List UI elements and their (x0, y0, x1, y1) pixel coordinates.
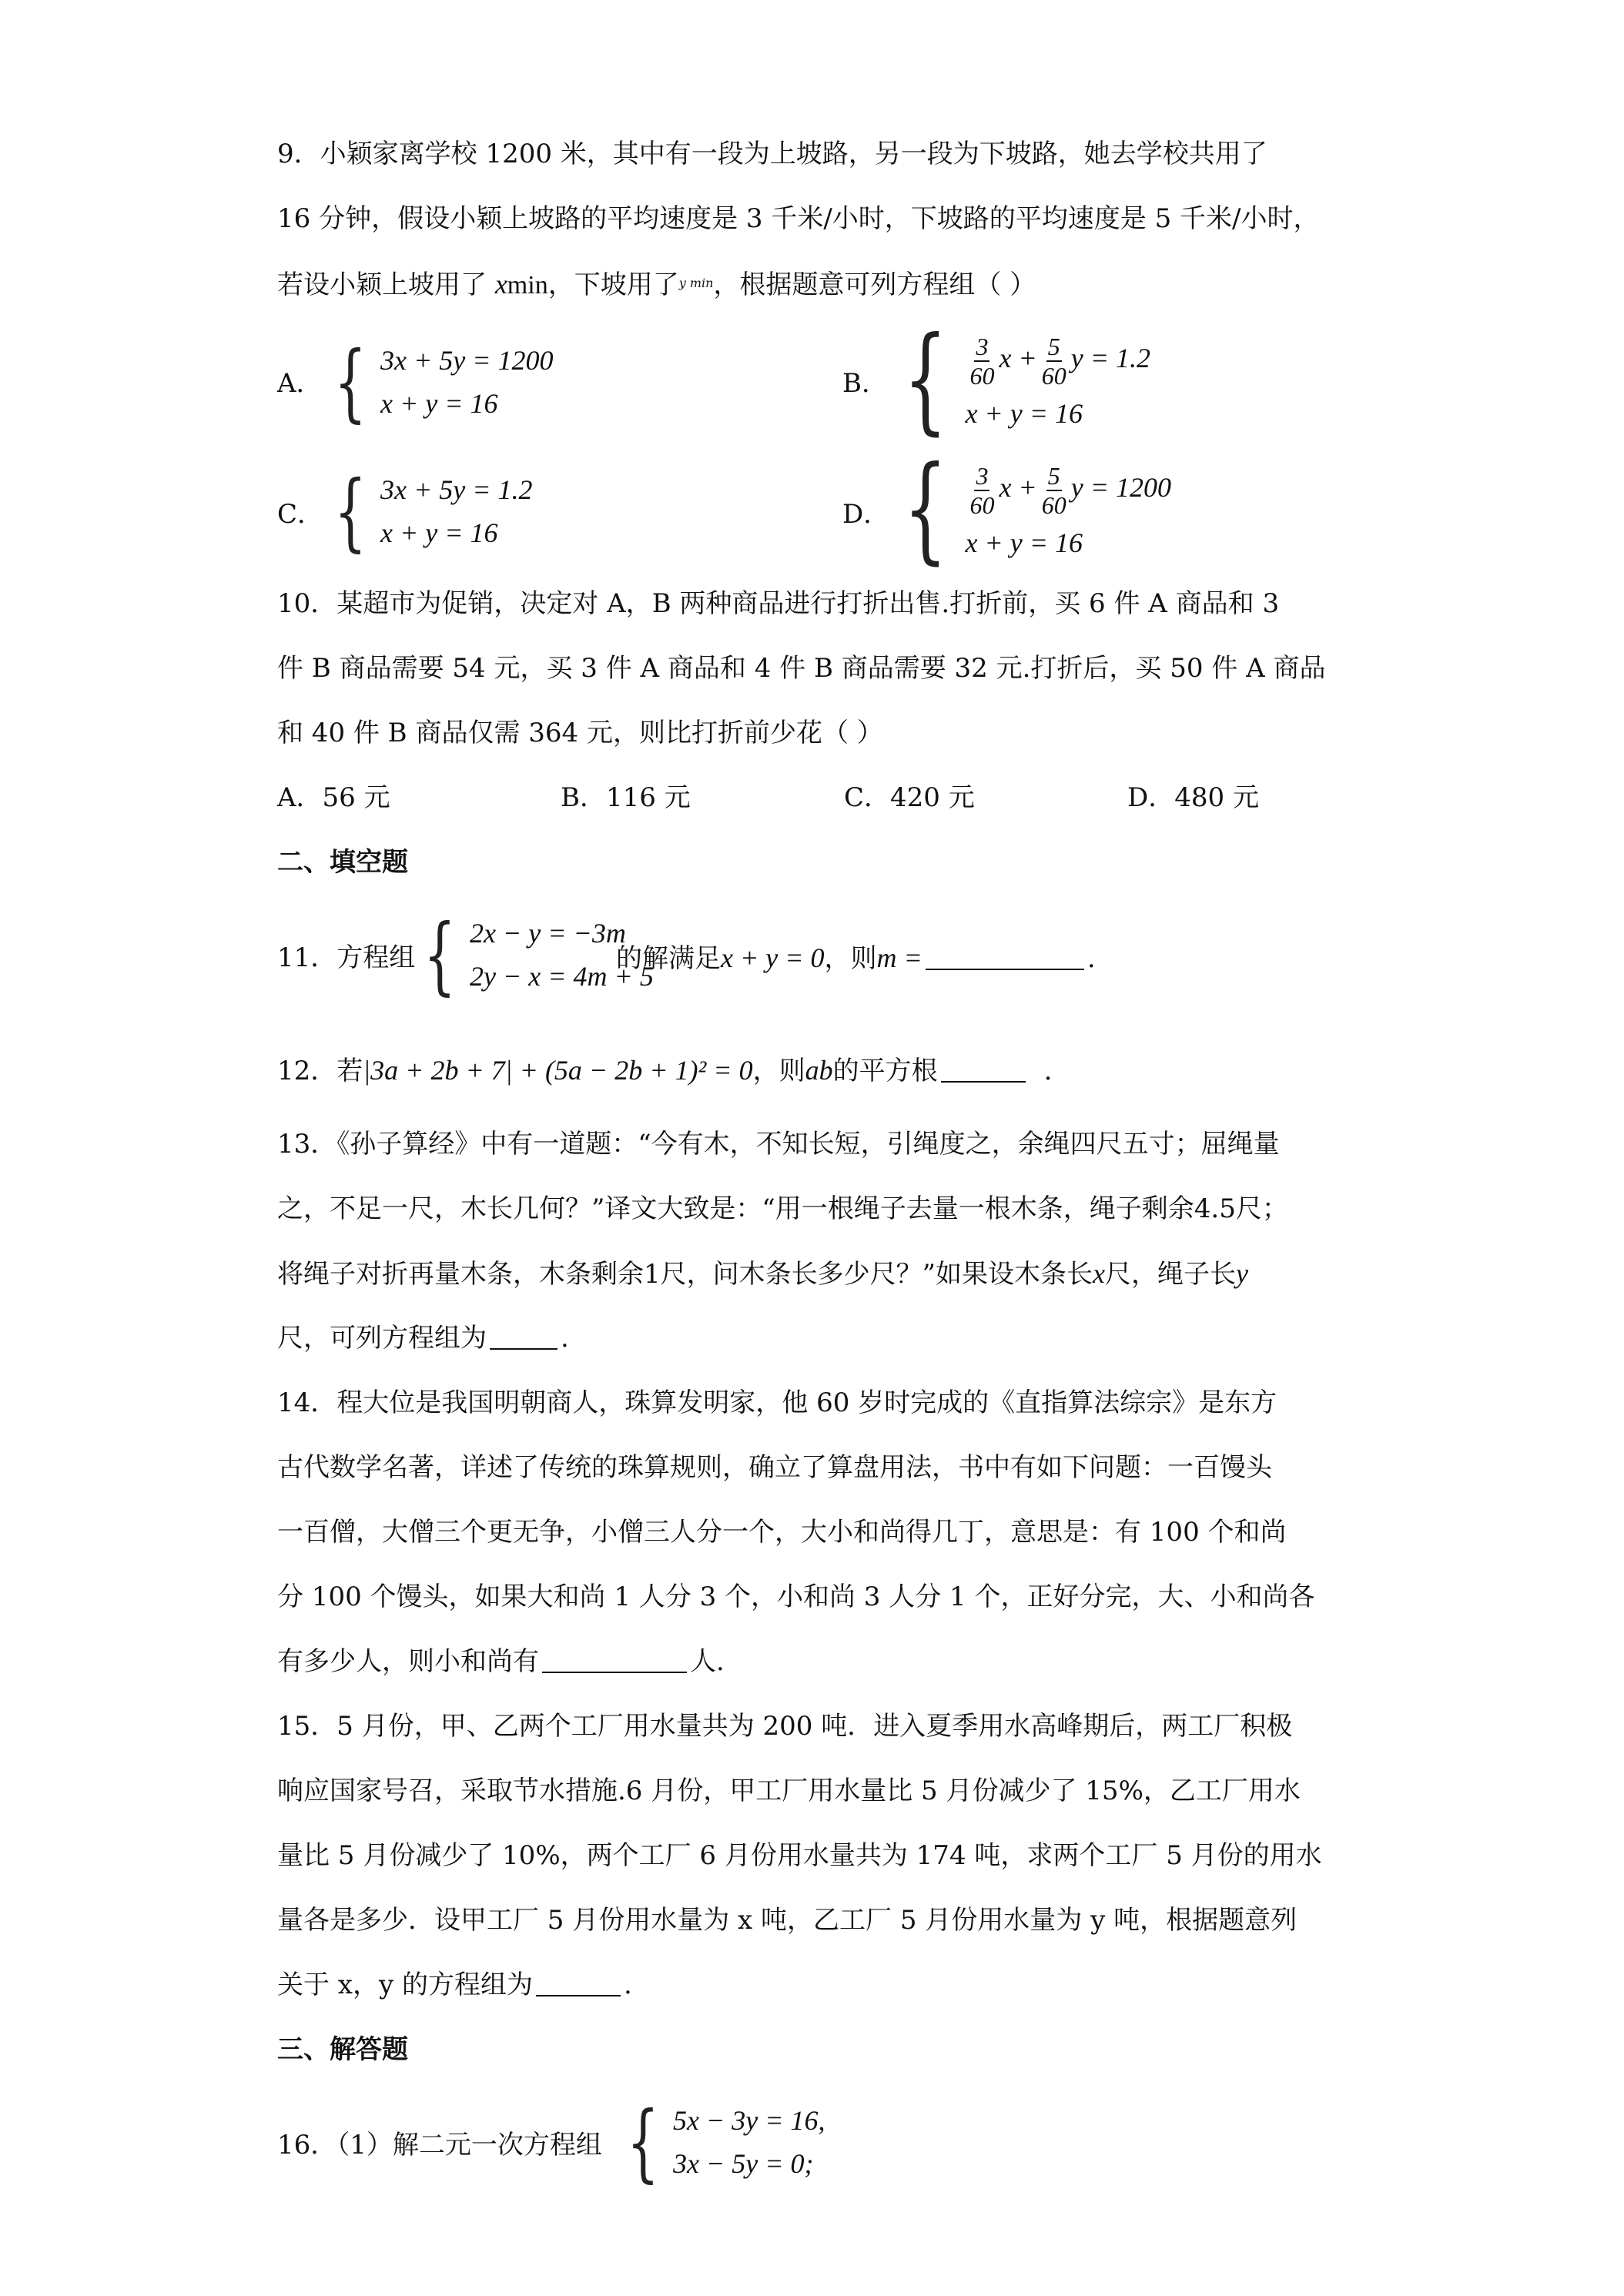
var-x: x (494, 269, 507, 300)
answer-blank[interactable] (536, 1972, 621, 1996)
q10-option-b: B．116 元 (561, 782, 691, 813)
q13-line-3: 将绳子对折再量木条，木条剩余1尺，问木条长多少尺？”如果设木条长x尺，绳子长y (277, 1258, 1248, 1290)
brace-icon: { (627, 2093, 659, 2191)
section-heading-fill-in: 二、填空题 (277, 847, 408, 878)
equation: x + y = 16 (380, 388, 498, 419)
section-heading-solve: 三、解答题 (277, 2034, 408, 2065)
q16-system (616, 2093, 825, 2191)
q14-line-1: 14．程大位是我国明朝商人，珠算发明家，他 60 岁时完成的《直指算法综宗》是东方 (277, 1387, 1277, 1418)
q14-line-4: 分 100 个馒头，如果大和尚 1 人分 3 个，小和尚 3 人分 1 个，正好分完，大、小和尚各 (277, 1581, 1315, 1612)
q9-option-b-system (889, 313, 1150, 447)
q9-option-a-label: A． (277, 368, 323, 399)
q9-option-c-system (323, 462, 533, 561)
q9-option-a-system (323, 333, 554, 431)
q10-option-d: D．480 元 (1127, 782, 1259, 813)
equation: 2y − x = 4m + 5 (470, 961, 654, 992)
q14-line-3: 一百僧，大僧三个更无争，小僧三人分一个，大小和尚得几丁，意思是：有 100 个和尚 (277, 1517, 1287, 1548)
q9-line-2: 16 分钟，假设小颖上坡路的平均速度是 3 千米/小时，下坡路的平均速度是 5 千米/小时， (277, 203, 1320, 234)
q10-option-a: A．56 元 (277, 782, 390, 813)
brace-icon: { (334, 333, 367, 431)
brace-icon: { (903, 313, 948, 447)
q10-line-2: 件 B 商品需要 54 元，买 3 件 A 商品和 4 件 B 商品需要 32 元.打折后，买 50 件 A 商品 (277, 653, 1326, 684)
q15-line-5: 关于 x，y 的方程组为 . (277, 1970, 632, 2000)
equation: 2x − y = −3m (470, 918, 626, 949)
q11-condition: 的解满足x + y = 0，则m = . (616, 942, 1096, 974)
equation: $\frac{3}{60}$ x + $\frac{5}{60}$ y = 1200 (969, 461, 1171, 519)
equation: $\frac{3}{60}$ x + $\frac{5}{60}$ y = 1.2 (969, 332, 1150, 390)
equation: 3x − 5y = 0; (673, 2148, 814, 2179)
q15-line-1: 15．5 月份，甲、乙两个工厂用水量共为 200 吨．进入夏季用水高峰期后，两工厂积极 (277, 1711, 1293, 1742)
brace-icon: { (334, 462, 367, 561)
q11-prefix: 11．方程组 (277, 942, 416, 973)
var-y-min: y min (678, 276, 714, 290)
q9-option-d-system (889, 442, 1171, 576)
q14-line-2: 古代数学名著，详述了传统的珠算规则，确立了算盘用法，书中有如下问题：一百馒头 (277, 1452, 1272, 1483)
q9-option-b-label: B． (842, 368, 888, 399)
brace-icon: { (903, 442, 948, 576)
equation: 5x − 3y = 16, (673, 2105, 825, 2136)
equation: x + y = 16 (380, 517, 498, 548)
answer-blank[interactable] (490, 1325, 558, 1350)
equation: x + y = 16 (965, 527, 1083, 558)
equation: x + y = 16 (965, 398, 1083, 429)
q10-option-c: C．420 元 (844, 782, 975, 813)
answer-blank[interactable] (542, 1648, 687, 1673)
q9-option-d-label: D． (842, 499, 890, 530)
q14-line-5: 有多少人，则小和尚有 人. (277, 1646, 725, 1677)
q15-line-4: 量各是多少．设甲工厂 5 月份用水量为 x 吨，乙工厂 5 月份用水量为 y 吨，根据题意列 (277, 1905, 1298, 1936)
q13-line-4: 尺，可列方程组为 . (277, 1323, 569, 1354)
q9-option-c-label: C． (277, 499, 324, 530)
equation: 3x + 5y = 1200 (380, 345, 554, 376)
q13-line-2: 之，不足一尺，木长几何？”译文大致是：“用一根绳子去量一根木条，绳子剩余4.5尺； (277, 1193, 1288, 1224)
q10-line-1: 10．某超市为促销，决定对 A，B 两种商品进行打折出售.打折前，买 6 件 A 商品和 3 (277, 588, 1280, 619)
equation: 3x + 5y = 1.2 (380, 474, 533, 505)
q12-line: 12．若|3a + 2b + 7| + (5a − 2b + 1)² = 0，则ab的平方根 . (277, 1055, 1053, 1086)
answer-blank[interactable] (926, 946, 1084, 970)
q9-line-3: 若设小颖上坡用了 xmin，下坡用了$^{y min}$，根据题意可列方程组（ ） (277, 269, 1036, 300)
answer-blank[interactable] (941, 1058, 1026, 1083)
q13-line-1: 13．《孙子算经》中有一道题：“今有木，不知长短，引绳度之，余绳四尺五寸；屈绳量 (277, 1129, 1280, 1160)
brace-icon: { (424, 905, 456, 1004)
q10-line-3: 和 40 件 B 商品仅需 364 元，则比打折前少花（ ） (277, 718, 883, 748)
q16-prefix: 16．（1）解二元一次方程组 (277, 2130, 602, 2160)
q15-line-3: 量比 5 月份减少了 10%，两个工厂 6 月份用水量共为 174 吨，求两个工厂 5 月份的用水 (277, 1840, 1322, 1871)
q9-line-1: 9．小颖家离学校 1200 米，其中有一段为上坡路，另一段为下坡路，她去学校共用了 (277, 139, 1267, 169)
q15-line-2: 响应国家号召，采取节水措施.6 月份，甲工厂用水量比 5 月份减少了 15%，乙工厂用水 (277, 1776, 1301, 1806)
